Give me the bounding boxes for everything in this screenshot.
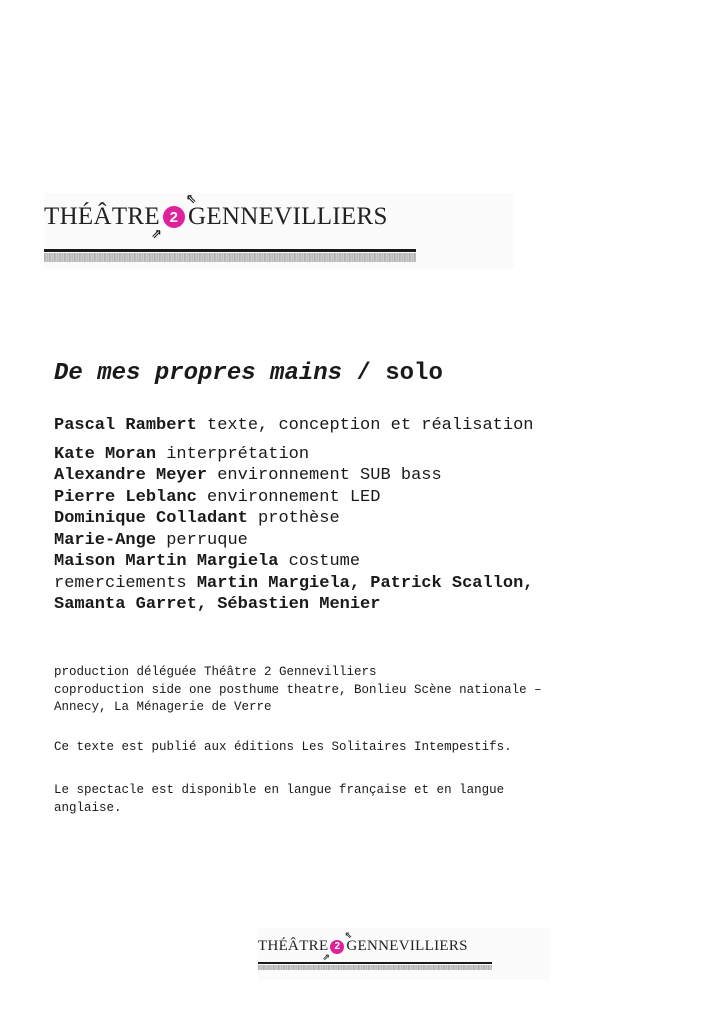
theatre-logo-footer bbox=[258, 928, 550, 980]
arrow-northeast-icon: ⇗ bbox=[322, 952, 331, 963]
languages-note bbox=[54, 782, 674, 817]
thanks-line bbox=[54, 594, 714, 616]
logo-number: 2 bbox=[334, 941, 341, 952]
logo-word-gennevilliers: GENNEVILLIERS bbox=[187, 203, 388, 230]
credit-line bbox=[54, 444, 714, 466]
production-line: production déléguée Théâtre 2 Gennevilliers bbox=[54, 665, 377, 679]
languages-line: Le spectacle est disponible en langue française et en langue bbox=[54, 783, 505, 797]
publication-note bbox=[54, 739, 674, 757]
arrow-northeast-icon: ⇗ bbox=[150, 227, 163, 242]
production-note bbox=[54, 664, 674, 717]
thanks-line bbox=[54, 573, 714, 595]
production-line: coproduction side one posthume theatre, Bonlieu Scène nationale – bbox=[54, 682, 542, 697]
logo-rule bbox=[258, 962, 492, 964]
logo-number: 2 bbox=[169, 208, 179, 226]
production-line: Annecy, La Ménagerie de Verre bbox=[54, 700, 272, 714]
credit-role: environnement SUB bass bbox=[207, 466, 442, 485]
logo-number-badge bbox=[150, 192, 197, 242]
credit-line bbox=[54, 487, 714, 509]
credit-role: texte, conception et réalisation bbox=[196, 416, 534, 435]
work-title: De mes propres mains bbox=[54, 360, 343, 387]
credit-name: Kate Moran bbox=[54, 444, 157, 464]
logo-wordmark bbox=[44, 192, 388, 242]
arrow-northwest-icon: ⇖ bbox=[185, 192, 197, 207]
page-title bbox=[54, 360, 443, 387]
logo-number-badge bbox=[322, 930, 353, 963]
credit-line bbox=[54, 508, 714, 530]
credit-name: Pascal Rambert bbox=[54, 416, 197, 435]
logo-texture-band bbox=[258, 965, 492, 970]
credit-role: costume bbox=[278, 552, 361, 571]
theatre-logo bbox=[44, 193, 514, 269]
logo-wordmark bbox=[258, 930, 468, 963]
credit-line bbox=[54, 465, 714, 487]
thanks-label: remerciements bbox=[54, 573, 197, 593]
credit-line bbox=[54, 551, 714, 573]
logo-texture-band bbox=[44, 253, 416, 262]
credit-role: perruque bbox=[156, 530, 248, 550]
logo-word-theatre: THÉÂTRE bbox=[258, 938, 329, 954]
credits-list bbox=[54, 415, 714, 616]
credit-line bbox=[54, 415, 714, 437]
languages-line: anglaise. bbox=[54, 800, 122, 815]
credit-name: Marie-Ange bbox=[54, 530, 157, 550]
thanks-names-1: Martin Margiela, Patrick Scallon, bbox=[196, 573, 534, 593]
credit-name: Alexandre Meyer bbox=[54, 466, 208, 485]
credit-line bbox=[54, 530, 714, 552]
thanks-names-2: Samanta Garret, Sébastien Menier bbox=[54, 595, 381, 614]
credit-name: Pierre Leblanc bbox=[54, 487, 197, 507]
credit-role: environnement LED bbox=[196, 487, 381, 507]
credit-role: interprétation bbox=[156, 444, 310, 464]
credit-name: Maison Martin Margiela bbox=[54, 552, 279, 571]
work-title-suffix: / solo bbox=[342, 360, 443, 387]
arrow-northwest-icon: ⇖ bbox=[344, 930, 353, 941]
credit-role: prothèse bbox=[247, 509, 340, 528]
logo-word-theatre: THÉÂTRE bbox=[44, 203, 160, 230]
logo-word-gennevilliers: GENNEVILLIERS bbox=[346, 938, 468, 954]
logo-rule bbox=[44, 249, 416, 252]
publication-text: Ce texte est publié aux éditions Les Solitaires Intempestifs. bbox=[54, 740, 512, 754]
credit-name: Dominique Colladant bbox=[54, 509, 248, 528]
